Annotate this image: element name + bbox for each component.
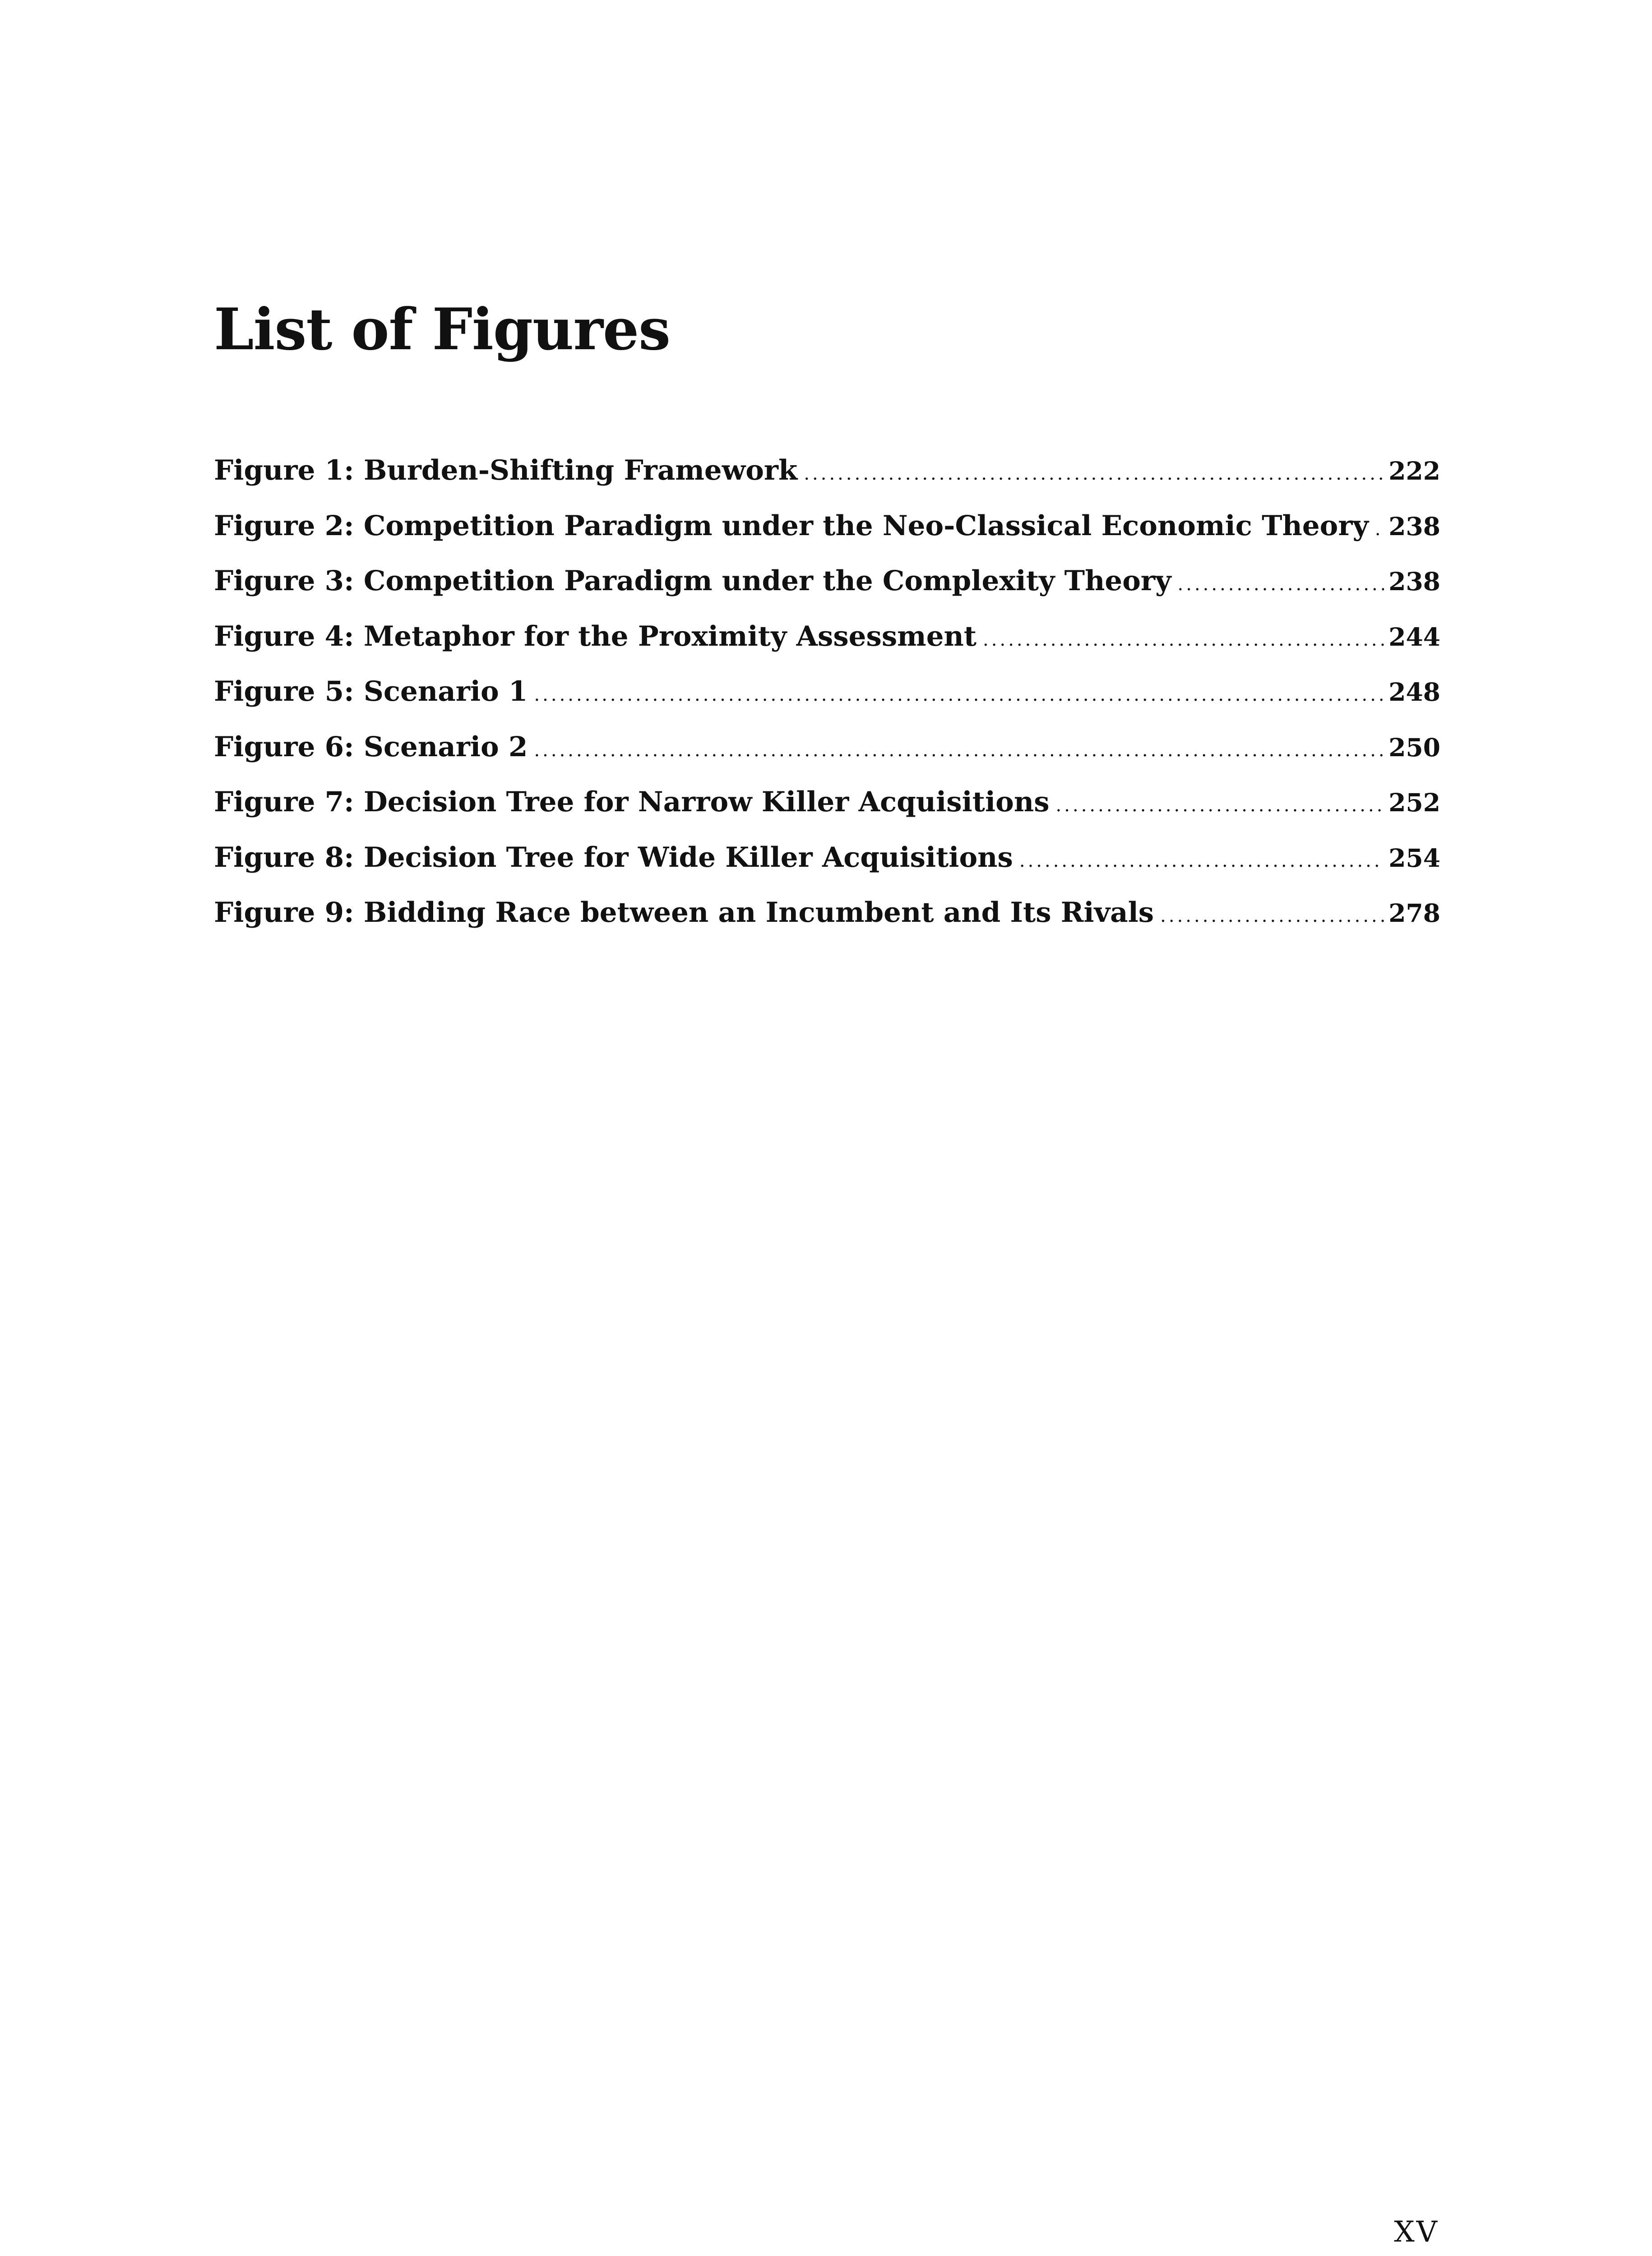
- page-title: List of Figures: [214, 296, 671, 363]
- toc-entry-label: Figure 3: Competition Paradigm under the Complexity Theory: [214, 565, 1171, 597]
- dot-leader: [534, 741, 1384, 759]
- dot-leader: [1019, 852, 1384, 870]
- toc-entry-page: 254: [1388, 843, 1440, 873]
- dot-leader: [1056, 796, 1384, 814]
- toc-entry-figure-2[interactable]: [214, 509, 1440, 568]
- toc-entry-label: Figure 8: Decision Tree for Wide Killer Acquisitions: [214, 841, 1013, 874]
- toc-entry-page: 278: [1388, 898, 1440, 928]
- toc-entry-figure-3[interactable]: [214, 567, 1440, 623]
- toc-entry-page: 222: [1388, 456, 1440, 485]
- toc-entry-figure-6[interactable]: [214, 730, 1440, 789]
- toc-entry-figure-9[interactable]: [214, 899, 1440, 954]
- toc-entry-page: 250: [1388, 732, 1440, 762]
- toc-entry-label: Figure 6: Scenario 2: [214, 730, 528, 763]
- dot-leader: [534, 686, 1384, 704]
- toc-entry-figure-1[interactable]: [214, 454, 1440, 512]
- toc-entry-label: Figure 2: Competition Paradigm under the Neo-Classical Economic Theory: [214, 509, 1369, 542]
- toc-entry-label: Figure 7: Decision Tree for Narrow Killer Acquisitions: [214, 786, 1050, 818]
- toc-entry-label: Figure 1: Burden-Shifting Framework: [214, 454, 798, 486]
- toc-entry-page: 238: [1388, 567, 1440, 596]
- toc-entry-page: 238: [1388, 511, 1440, 541]
- dot-leader: [804, 465, 1384, 483]
- toc-entry-figure-8[interactable]: [214, 841, 1440, 899]
- page-number: XV: [1394, 2215, 1439, 2249]
- toc-entry-page: 244: [1388, 622, 1440, 652]
- toc-entry-label: Figure 9: Bidding Race between an Incumbent and Its Rivals: [214, 897, 1154, 929]
- dot-leader: [1160, 907, 1384, 925]
- dot-leader: [983, 631, 1384, 649]
- toc-entry-figure-7[interactable]: [214, 788, 1440, 844]
- dot-leader: [1178, 575, 1384, 593]
- toc-entry-figure-4[interactable]: [214, 620, 1440, 678]
- toc-entry-figure-5[interactable]: [214, 675, 1440, 733]
- dot-leader: [1375, 520, 1384, 538]
- toc-entry-label: Figure 4: Metaphor for the Proximity Assessment: [214, 620, 977, 652]
- toc-entry-label: Figure 5: Scenario 1: [214, 675, 528, 707]
- toc-entry-page: 252: [1388, 788, 1440, 817]
- toc-entry-page: 248: [1388, 677, 1440, 707]
- list-of-figures: [214, 454, 1440, 954]
